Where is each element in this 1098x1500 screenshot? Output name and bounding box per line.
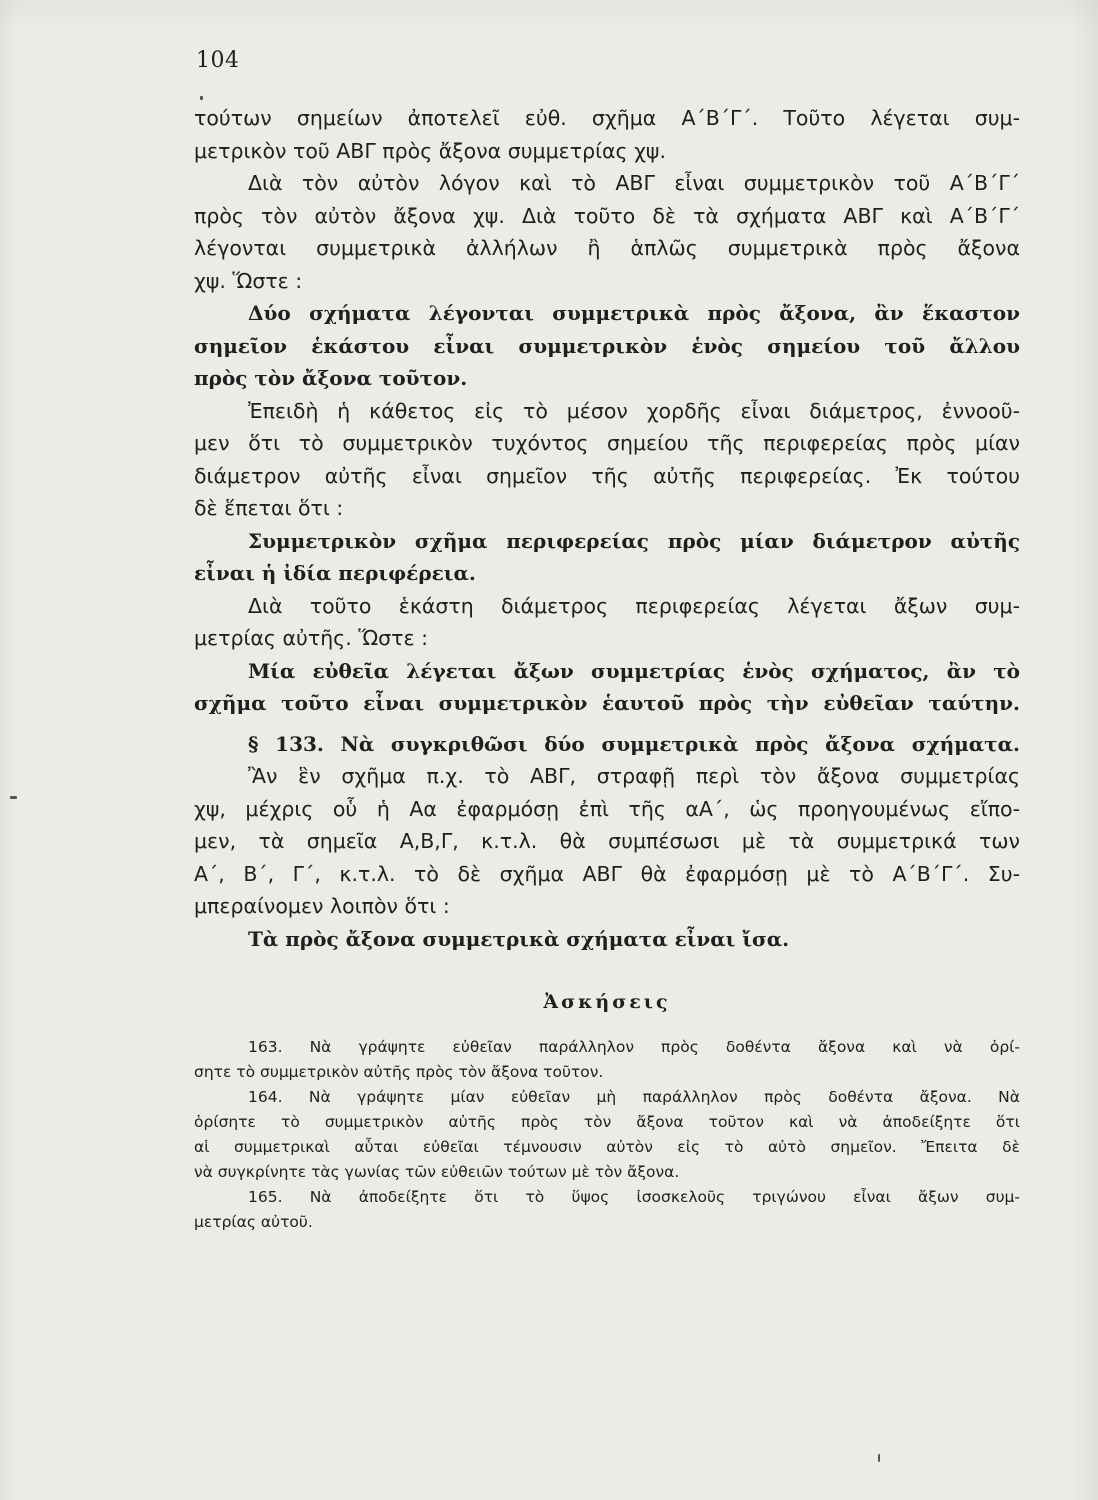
paragraph-line: Διὰ τοῦτο ἑκάστη διάμετρος περιφερείας λέγεται ἄξων συμ- [248, 593, 1020, 618]
main-text [194, 102, 1020, 1235]
exercise-line: ὁρίσητε τὸ συμμετρικὸν αὐτῆς πρὸς τὸν ἄξονα τοῦτον καὶ νὰ ἀποδείξητε ὅτι [194, 1113, 1020, 1131]
paragraph-line: δὲ ἕπεται ὅτι : [194, 496, 344, 520]
scan-speck [878, 1454, 880, 1462]
exercise-line: 163. Νὰ γράψητε εὐθεῖαν παράλληλον πρὸς δοθέντα ἄξονα καὶ νὰ ὁρί- [248, 1038, 1020, 1056]
paragraph-line: μπεραίνομεν λοιπὸν ὅτι : [194, 894, 450, 918]
definition-line: Δύο σχήματα λέγονται συμμετρικὰ πρὸς ἄξονα, ἂν ἕκαστον [248, 301, 1020, 325]
definition-line: σχῆμα τοῦτο εἶναι συμμετρικὸν ἑαυτοῦ πρὸς τὴν εὐθεῖαν ταύτην. [194, 691, 1020, 715]
paragraph-line: Ἂν ἓν σχῆμα π.χ. τὸ ΑΒΓ, στραφῇ περὶ τὸν ἄξονα συμμετρίας [248, 764, 1020, 788]
definition-line: πρὸς τὸν ἄξονα τοῦτον. [194, 366, 468, 390]
paragraph-line: μετρικὸν τοῦ ΑΒΓ πρὸς ἄξονα συμμετρίας χψ. [194, 138, 666, 163]
paragraph-line: πρὸς τὸν αὐτὸν ἄξονα χψ. Διὰ τοῦτο δὲ τὰ σχήματα ΑΒΓ καὶ Α΄Β΄Γ΄ [194, 203, 1020, 228]
exercise-165 [194, 1185, 1020, 1235]
paragraph-line: Διὰ τὸν αὐτὸν λόγον καὶ τὸ ΑΒΓ εἶναι συμμετρικὸν τοῦ Α΄Β΄Γ΄ [248, 171, 1020, 195]
paragraph-line: Α΄, Β΄, Γ΄, κ.τ.λ. τὸ δὲ σχῆμα ΑΒΓ θὰ ἐφαρμόσῃ μὲ τὸ Α΄Β΄Γ΄. Συ- [194, 861, 1020, 886]
page-number: 104 [196, 48, 240, 73]
exercise-line: αἱ συμμετρικαὶ αὗται εὐθεῖαι τέμνουσιν αὐτὸν εἰς τὸ αὐτὸ σημεῖον. Ἔπειτα δὲ [194, 1138, 1020, 1156]
scan-speck [10, 796, 17, 799]
spacer [194, 720, 1020, 728]
paragraph-line: χψ, μέχρις οὗ ἡ Αα ἐφαρμόσῃ ἐπὶ τῆς αΑ΄, ὡς προηγουμένως εἴπο- [194, 796, 1020, 821]
exercise-163 [194, 1035, 1020, 1085]
paragraph-line: μεν, τὰ σημεῖα Α,Β,Γ, κ.τ.λ. θὰ συμπέσωσι μὲ τὰ συμμετρικά των [194, 829, 1020, 853]
definition-line: Μία εὐθεῖα λέγεται ἄξων συμμετρίας ἑνὸς σχήματος, ἂν τὸ [248, 658, 1020, 683]
paragraph-line: χψ. Ὥστε : [194, 268, 303, 293]
definition-line: Συμμετρικὸν σχῆμα περιφερείας πρὸς μίαν διάμετρον αὐτῆς [248, 528, 1020, 553]
definition-line: Τὰ πρὸς ἄξονα συμμετρικὰ σχήματα εἶναι ἴσα. [248, 926, 790, 951]
paragraph-line: Ἐπειδὴ ἡ κάθετος εἰς τὸ μέσον χορδῆς εἶναι διάμετρος, ἐννοοῦ- [248, 398, 1020, 423]
exercise-line: 164. Νὰ γράψητε μίαν εὐθεῖαν μὴ παράλληλον πρὸς δοθέντα ἄξονα. Νὰ [248, 1088, 1020, 1106]
exercises-title: Ἀσκήσεις [543, 991, 671, 1013]
definition-line: σημεῖον ἑκάστου εἶναι συμμετρικὸν ἑνὸς σημείου τοῦ ἄλλου [194, 333, 1020, 358]
exercise-line: 165. Νὰ ἀποδείξητε ὅτι τὸ ὕψος ἰσοσκελοῦς τριγώνου εἶναι ἄξων συμ- [248, 1188, 1020, 1206]
paragraph-line: μεν ὅτι τὸ συμμετρικὸν τυχόντος σημείου τῆς περιφερείας πρὸς μίαν [194, 431, 1020, 455]
exercise-line: σητε τὸ συμμετρικὸν αὐτῆς πρὸς τὸν ἄξονα τοῦτον. [194, 1063, 604, 1081]
exercise-line: νὰ συγκρίνητε τὰς γωνίας τῶν εὐθειῶν τούτων μὲ τὸν ἄξονα. [194, 1163, 680, 1181]
paragraph-line: λέγονται συμμετρικὰ ἀλλήλων ἢ ἁπλῶς συμμετρικὰ πρὸς ἄξονα [194, 236, 1020, 260]
scan-speck [200, 96, 203, 100]
paragraph-line: διάμετρον αὐτῆς εἶναι σημεῖον τῆς αὐτῆς περιφερείας. Ἐκ τούτου [194, 463, 1020, 488]
definition-line: εἶναι ἡ ἰδία περιφέρεια. [194, 561, 476, 585]
paragraph-line: μετρίας αὐτῆς. Ὥστε : [194, 626, 429, 650]
exercise-line: μετρίας αὐτοῦ. [194, 1213, 313, 1231]
section-heading: § 133. Νὰ συγκριθῶσι δύο συμμετρικὰ πρὸς ἄξονα σχήματα. [248, 731, 1020, 756]
exercise-164 [194, 1085, 1020, 1185]
paragraph-line: τούτων σημείων ἀποτελεῖ εὐθ. σχῆμα Α΄Β΄Γ΄. Τοῦτο λέγεται συμ- [194, 106, 1020, 130]
